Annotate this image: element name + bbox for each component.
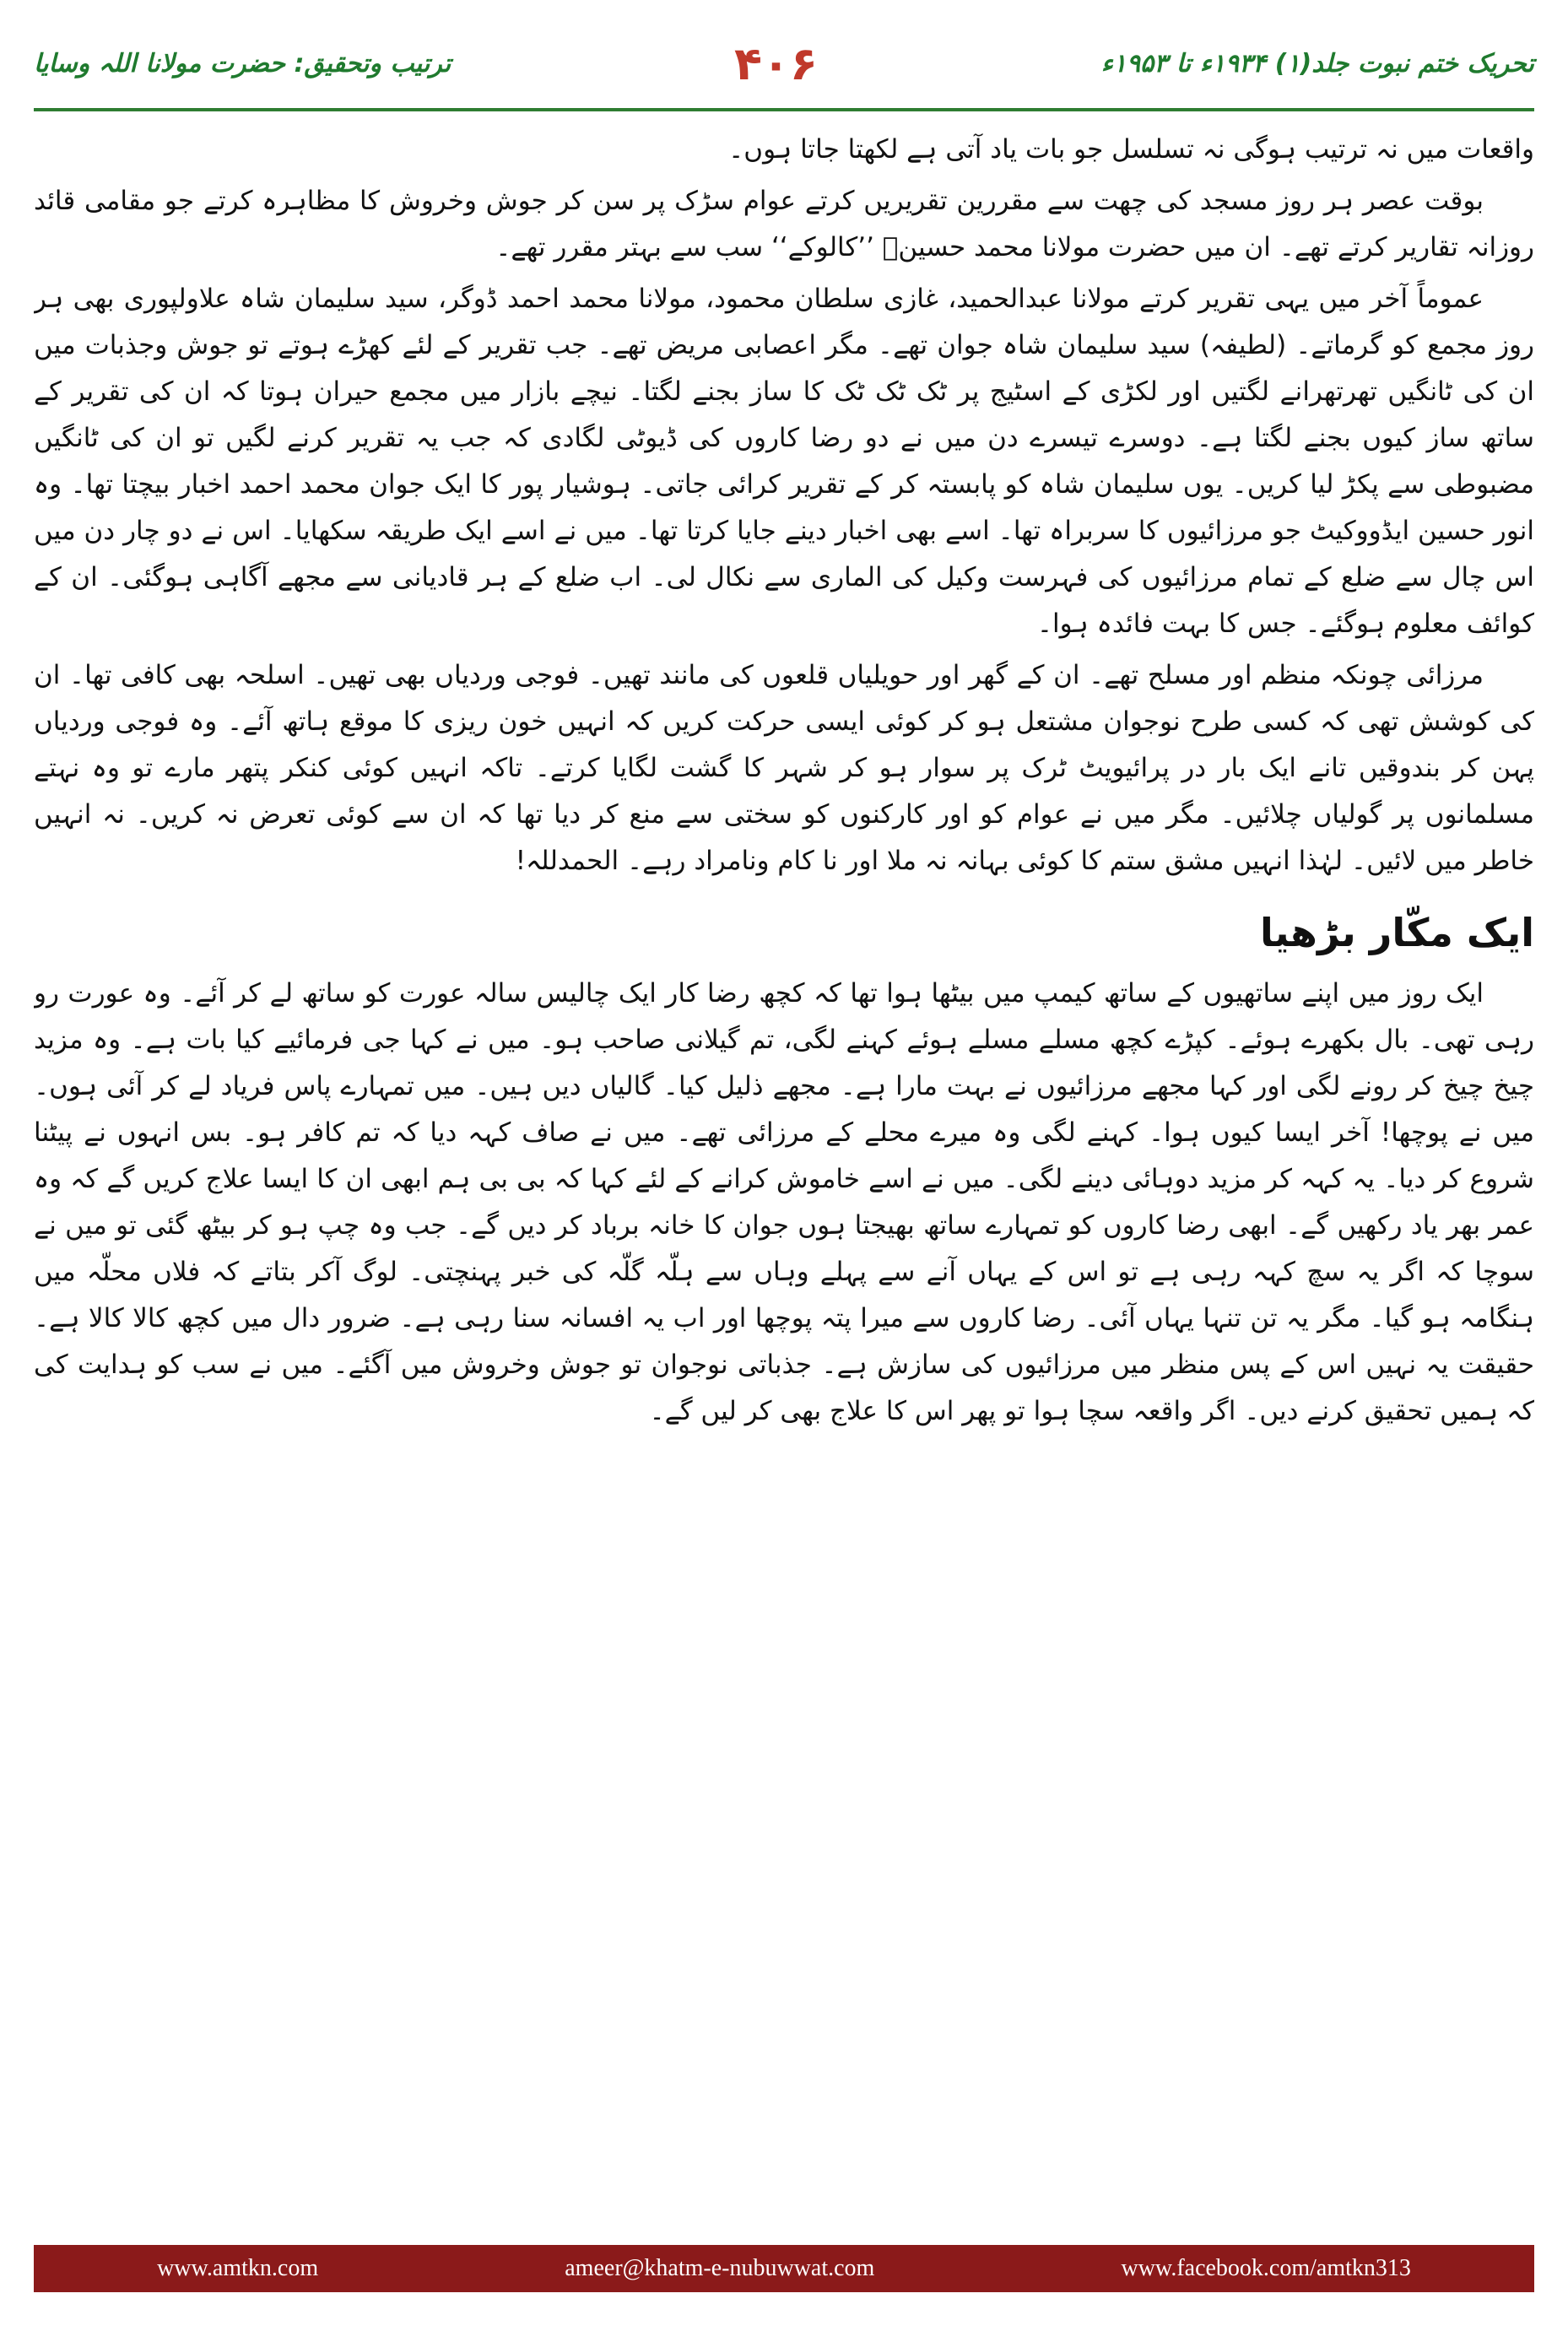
page-body <box>34 127 1534 2194</box>
paragraph: ایک روز میں اپنے ساتھیوں کے ساتھ کیمپ میں بیٹھا ہوا تھا کہ کچھ رضا کار ایک چالیس سالہ عورت کو ساتھ لے کر آئے۔ وہ عورت رو رہی تھی۔ بال بکھرے ہوئے۔ کپڑے کچھ مسلے مسلے ہوئے کہنے لگی، تم گیلانی صاحب ہو۔ میں نے کہا جی فرمائیے کیا بات ہے۔ وہ مزید چیخ چیخ کر رونے لگی اور کہا مجھے مرزائیوں نے بہت مارا ہے۔ مجھے ذلیل کیا۔ گالیاں دیں ہیں۔ میں تمہارے پاس فریاد لے کر آئی ہوں۔ میں نے پوچھا! آخر ایسا کیوں ہوا۔ کہنے لگی وہ میرے محلے کے مرزائی تھے۔ میں نے صاف کہہ دیا کہ تم کافر ہو۔ بس انہوں نے پیٹنا شروع کر دیا۔ یہ کہہ کر مزید دوہائی دینے لگی۔ میں نے اسے خاموش کرانے کے لئے کہا کہ بی بی ہم ابھی ان کا ایسا علاج کریں گے کہ وہ عمر بھر یاد رکھیں گے۔ ابھی رضا کاروں کو تمہارے ساتھ بھیجتا ہوں جوان کا خانہ برباد کر دیں گے۔ جب وہ چپ ہو کر بیٹھ گئی تو میں نے سوچا کہ اگر یہ سچ کہہ رہی ہے تو اس کے یہاں آنے سے پہلے وہاں سے ہلّہ گلّہ کی خبر پہنچتی۔ لوگ آکر بتاتے کہ فلاں محلّہ میں ہنگامہ ہو گیا۔ مگر یہ تن تنہا یہاں آئی۔ رضا کاروں سے میرا پتہ پوچھا اور اب یہ افسانہ سنا رہی ہے۔ ضرور دال میں کچھ کالا کالا ہے۔ حقیقت یہ نہیں اس کے پس منظر میں مرزائیوں کی سازش ہے۔ جذباتی نوجوان تو جوش وخروش میں آگئے۔ میں نے سب کو ہدایت کی کہ ہمیں تحقیق کرنے دیں۔ اگر واقعہ سچا ہوا تو پھر اس کا علاج بھی کر لیں گے۔ <box>34 978 1534 1426</box>
page-number: ۴۰۶ <box>734 36 818 90</box>
book-title: تحریک ختم نبوت جلد(۱) ۱۹۳۴ء تا ۱۹۵۳ء <box>1100 48 1534 78</box>
email-link[interactable]: ameer@khatm-e-nubuwwat.com <box>565 2255 875 2281</box>
paragraph: واقعات میں نہ ترتیب ہوگی نہ تسلسل جو بات یاد آتی ہے لکھتا جاتا ہوں۔ <box>728 134 1534 165</box>
website-link[interactable]: www.amtkn.com <box>157 2255 319 2281</box>
page-header <box>34 34 1534 93</box>
compiler-credit: ترتیب وتحقیق: حضرت مولانا اللہ وسایا <box>34 48 451 78</box>
page-footer <box>34 2245 1534 2292</box>
paragraph: مرزائی چونکہ منظم اور مسلح تھے۔ ان کے گھر اور حویلیاں قلعوں کی مانند تھیں۔ فوجی وردیاں بھی تھیں۔ اسلحہ بھی کافی تھا۔ ان کی کوشش تھی کہ کسی طرح نوجوان مشتعل ہو کر کوئی ایسی حرکت کریں کہ انہیں خون ریزی کا موقع ہاتھ آئے۔ وہ فوجی وردیاں پہن کر بندوقیں تانے ایک بار در پرائیویٹ ٹرک پر سوار ہو کر شہر کا گشت لگایا کرتے۔ تاکہ انہیں کوئی کنکر پتھر مارے تو وہ نہتے مسلمانوں پر گولیاں چلائیں۔ مگر میں نے عوام کو اور کارکنوں کو سختی سے منع کر دیا تھا کہ ان سے کوئی تعرض نہ کریں۔ نہ انہیں خاطر میں لائیں۔ لہٰذا انہیں مشق ستم کا کوئی بہانہ نہ ملا اور نا کام ونامراد رہے۔ الحمدللہ! <box>34 660 1534 876</box>
paragraph: عموماً آخر میں یہی تقریر کرتے مولانا عبدالحمید، غازی سلطان محمود، مولانا محمد احمد ڈوگر، سید سلیمان شاہ علاولپوری بھی ہر روز مجمع کو گرماتے۔ (لطیفہ) سید سلیمان شاہ جوان تھے۔ مگر اعصابی مریض تھے۔ جب تقریر کے لئے کھڑے ہوتے تو جوش وجذبات میں ان کی ٹانگیں تھرتھرانے لگتیں اور لکڑی کے اسٹیج پر ٹک ٹک ٹک کا ساز بجنے لگتا۔ نیچے بازار میں مجمع حیران ہوتا کہ ان کی تقریر کے ساتھ ساز کیوں بجنے لگتا ہے۔ دوسرے تیسرے دن میں نے دو رضا کاروں کی ڈیوٹی لگادی کہ جب یہ تقریر کرنے لگیں تو ان کی ٹانگیں مضبوطی سے پکڑ لیا کریں۔ یوں سلیمان شاہ کو پابستہ کر کے تقریر کرائی جاتی۔ ہوشیار پور کا ایک جوان محمد احمد اخبار بیچتا تھا۔ وہ انور حسین ایڈووکیٹ جو مرزائیوں کا سربراہ تھا۔ اسے بھی اخبار دینے جایا کرتا تھا۔ میں نے اسے ایک طریقہ سکھایا۔ اس نے دو چار دن میں اس چال سے ضلع کے تمام مرزائیوں کی فہرست وکیل کی الماری سے نکال لی۔ اب ضلع کے ہر قادیانی سے مجھے آگاہی ہوگئی۔ ان کے کوائف معلوم ہوگئے۔ جس کا بہت فائدہ ہوا۔ <box>34 284 1534 639</box>
facebook-link[interactable]: www.facebook.com/amtkn313 <box>1121 2255 1411 2281</box>
paragraph: بوقت عصر ہر روز مسجد کی چھت سے مقررین تقریریں کرتے عوام سڑک پر سن کر جوش وخروش کا مظاہرہ کرتے جو مقامی قائد روزانہ تقاریر کرتے تھے۔ ان میں حضرت مولانا محمد حسینؒ ’’کالوکے‘‘ سب سے بہتر مقرر تھے۔ <box>34 186 1534 262</box>
section-heading: ایک مکّار بڑھیا <box>1260 910 1534 955</box>
header-divider <box>34 108 1534 111</box>
